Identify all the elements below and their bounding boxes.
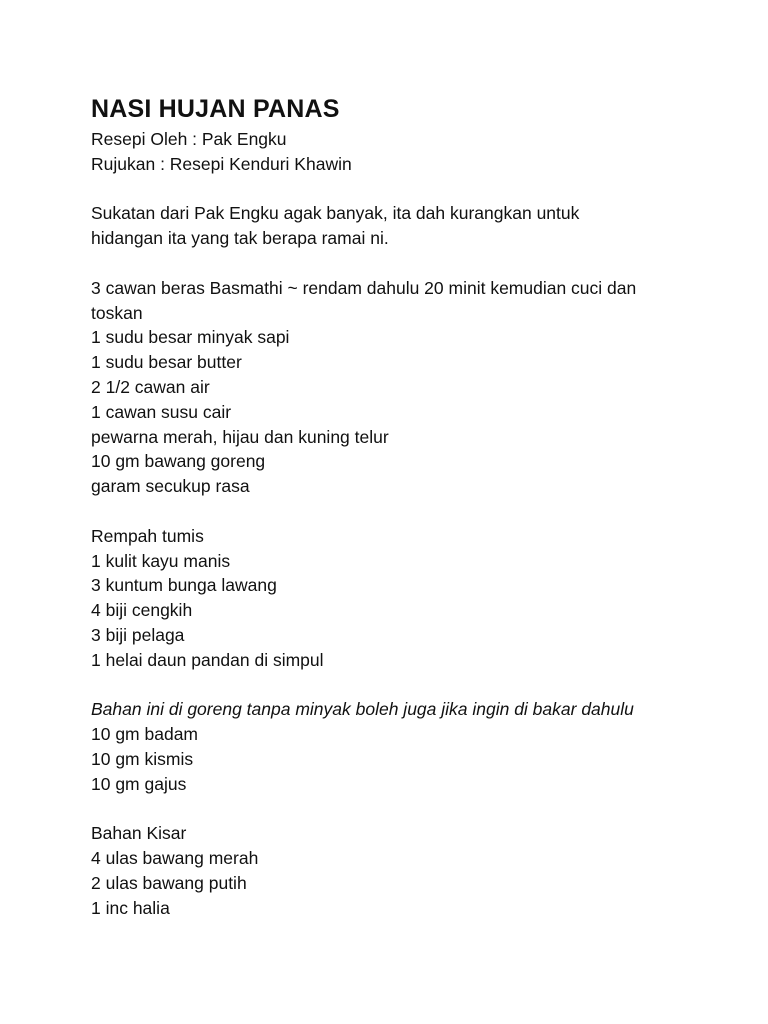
ingredient-item: garam secukup rasa: [91, 476, 250, 497]
ingredient-item: 10 gm badam: [91, 724, 199, 745]
ingredient-item: 1 inc halia: [91, 897, 170, 918]
ingredient-item: 2 ulas bawang putih: [91, 872, 247, 893]
spacer: [91, 177, 731, 202]
ingredient-item: pewarna merah, hijau dan kuning telur: [91, 426, 389, 447]
ingredient-item: 2 1/2 cawan air: [91, 376, 210, 397]
section-heading: Rempah tumis: [91, 525, 204, 546]
ingredient-item: 1 kulit kayu manis: [91, 550, 231, 571]
ingredient-item: 4 ulas bawang merah: [91, 848, 259, 869]
ingredient-item: 10 gm kismis: [91, 748, 194, 769]
ingredient-item: 3 kuntum bunga lawang: [91, 575, 277, 596]
reference-line: Rujukan : Resepi Kenduri Khawin: [91, 153, 352, 174]
spacer: [91, 797, 731, 822]
recipe-title: NASI HUJAN PANAS: [91, 95, 340, 123]
section-note: Bahan ini di goreng tanpa minyak boleh juga jika ingin di bakar dahulu: [91, 699, 634, 720]
author-line: Resepi Oleh : Pak Engku: [91, 129, 287, 149]
document-page: [91, 92, 731, 921]
intro-paragraph: [91, 201, 731, 251]
ingredient-item: 1 helai daun pandan di simpul: [91, 649, 324, 670]
spacer: [91, 251, 731, 276]
spacer: [91, 673, 731, 698]
rempah-tumis-section: [91, 524, 731, 673]
ingredient-item: 1 sudu besar butter: [91, 352, 242, 373]
ingredient-item: 3 biji pelaga: [91, 624, 185, 645]
main-ingredients-list: [91, 276, 731, 499]
ingredient-item: 4 biji cengkih: [91, 600, 193, 621]
intro-line: Sukatan dari Pak Engku agak banyak, ita dah kurangkan untuk: [91, 203, 580, 224]
bahan-kisar-section: [91, 821, 731, 920]
spacer: [91, 499, 731, 524]
intro-line: hidangan ita yang tak berapa ramai ni.: [91, 228, 389, 249]
section-heading: Bahan Kisar: [91, 823, 187, 844]
recipe-meta: [91, 127, 731, 177]
ingredient-item: 1 cawan susu cair: [91, 401, 232, 422]
ingredient-item: toskan: [91, 302, 143, 323]
bahan-goreng-section: [91, 697, 731, 796]
ingredient-item: 10 gm gajus: [91, 773, 187, 794]
ingredient-item: 1 sudu besar minyak sapi: [91, 327, 290, 348]
ingredient-item: 10 gm bawang goreng: [91, 451, 266, 472]
ingredient-item: 3 cawan beras Basmathi ~ rendam dahulu 20 minit kemudian cuci dan: [91, 277, 637, 298]
